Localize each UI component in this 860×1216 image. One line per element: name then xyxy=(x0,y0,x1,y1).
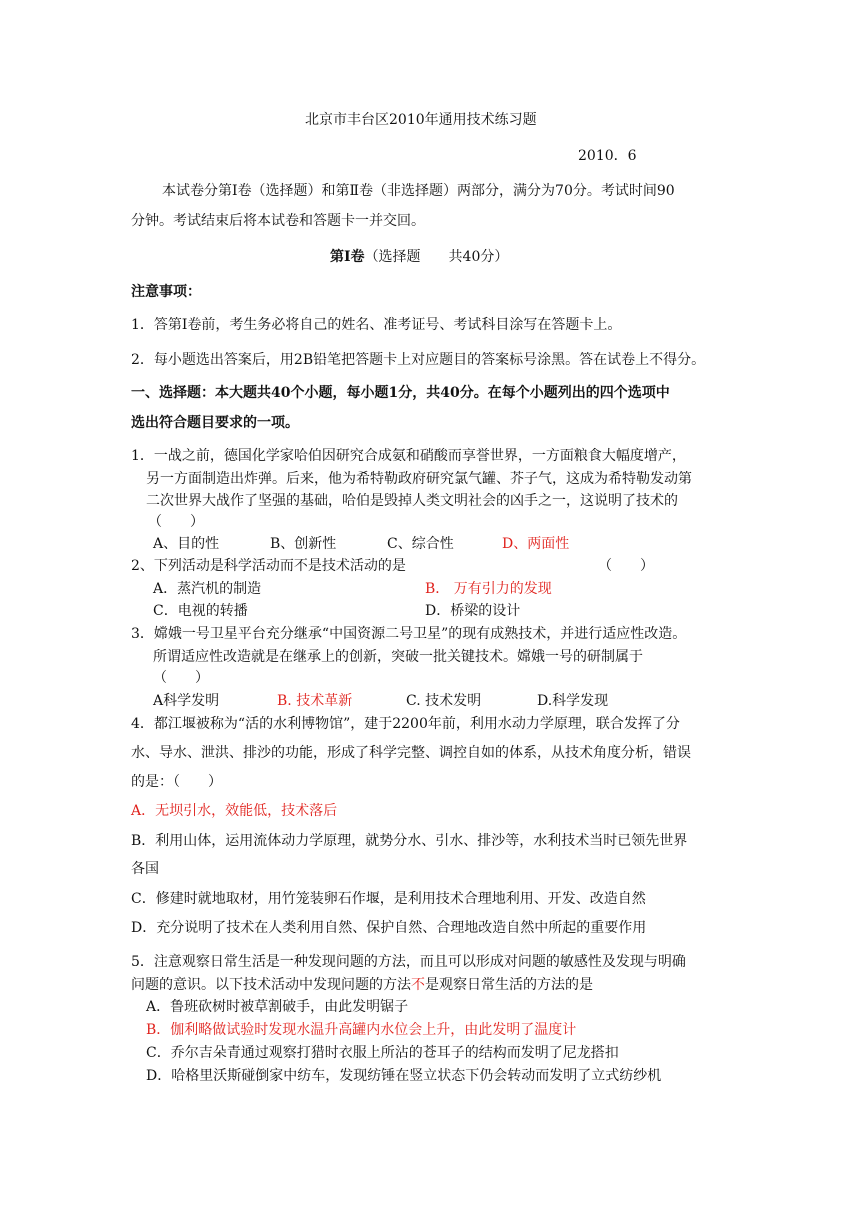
q4-option-d: D．充分说明了技术在人类利用自然、保护自然、合理地改造自然中所起的重要作用 xyxy=(131,920,647,936)
q1-answer-paren: （ ） xyxy=(148,514,204,530)
q2-answer-paren: （ ） xyxy=(598,558,654,574)
q4-option-a-answer: A．无坝引水，效能低，技术落后 xyxy=(131,803,338,819)
q3-option-c: C. 技术发明 xyxy=(406,693,482,709)
section1-line-2: 选出符合题目要求的一项。 xyxy=(131,415,299,431)
q2-option-c: C．电视的转播 xyxy=(153,603,248,619)
q2-option-a: A．蒸汽机的制造 xyxy=(153,581,262,597)
q5-option-b-answer: B．伽利略做试验时发现水温升高罐内水位会上升，由此发明了温度计 xyxy=(146,1022,577,1038)
q2-option-d: D．桥梁的设计 xyxy=(425,603,521,619)
q1-line-1: 1．一战之前，德国化学家哈伯因研究合成氨和硝酸而享誉世界，一方面粮食大幅度增产， xyxy=(131,448,686,464)
q2-option-b-answer: B． 万有引力的发现 xyxy=(425,581,552,597)
q4-option-c: C．修建时就地取材，用竹笼装卵石作堰，是利用技术合理地利用、开发、改造自然 xyxy=(131,891,646,907)
notes-title: 注意事项： xyxy=(131,284,201,300)
q2-stem: 2、下列活动是科学活动而不是技术活动的是 xyxy=(131,558,406,574)
q3-line-2: 所谓适应性改造就是在继承上的创新，突破一批关键技术。嫦娥一号的研制属于 xyxy=(153,649,643,665)
q4-line-1: 4．都江堰被称为“活的水利博物馆”，建于2200年前，利用水动力学原理，联合发挥了分 xyxy=(131,716,680,732)
section1-line-1: 一、选择题：本大题共40个小题，每小题1分，共40分。在每个小题列出的四个选项中 xyxy=(131,385,670,401)
part1-heading-bold: 第Ⅰ卷 xyxy=(330,249,365,265)
intro-line-2: 分钟。考试结束后将本试卷和答题卡一并交回。 xyxy=(131,213,425,229)
q5-line-2-part-a: 问题的意识。以下技术活动中发现问题的方法 xyxy=(131,977,411,993)
intro-line-1: 本试卷分第Ⅰ卷（选择题）和第Ⅱ卷（非选择题）两部分，满分为70分。考试时间90 xyxy=(162,183,675,199)
q1-line-2: 另一方面制造出炸弹。后来，他为希特勒政府研究氯气罐、芥子气，这成为希特勒发动第 xyxy=(146,471,692,487)
part1-heading xyxy=(330,247,508,267)
notes-item-1: 1．答第Ⅰ卷前，考生务必将自己的姓名、准考证号、考试科目涂写在答题卡上。 xyxy=(131,317,622,333)
q5-option-a: A．鲁班砍树时被草割破手，由此发明锯子 xyxy=(146,999,409,1015)
q4-option-b-line-1: B．利用山体，运用流体动力学原理，就势分水、引水、排沙等，水利技术当时已领先世界 xyxy=(131,833,688,849)
q3-line-1: 3．嫦娥一号卫星平台充分继承“中国资源二号卫星”的现有成熟技术，并进行适应性改造。 xyxy=(131,626,687,642)
q1-option-c: C、综合性 xyxy=(387,536,454,552)
document-title: 北京市丰台区2010年通用技术练习题 xyxy=(305,112,537,128)
q4-line-3: 的是：（ ） xyxy=(131,774,222,790)
q1-option-d-answer: D、两面性 xyxy=(502,536,570,552)
q5-option-d: D．哈格里沃斯碰倒家中纺车，发现纺锤在竖立状态下仍会转动而发明了立式纺纱机 xyxy=(146,1068,662,1084)
q3-answer-paren: （ ） xyxy=(153,670,209,686)
q1-option-b: B、创新性 xyxy=(270,536,337,552)
q1-option-a: A、目的性 xyxy=(153,536,220,552)
q5-line-2 xyxy=(131,975,593,995)
q3-option-b-answer: B. 技术革新 xyxy=(277,693,353,709)
q5-line-2-part-b: 是观察日常生活的方法的是 xyxy=(425,977,593,993)
q4-option-b-line-2: 各国 xyxy=(131,861,159,877)
part1-heading-rest: （选择题 共40分） xyxy=(364,249,509,265)
q1-line-3: 二次世界大战作了坚强的基础，哈伯是毁掉人类文明社会的凶手之一，这说明了技术的 xyxy=(146,493,678,509)
q3-option-a: A科学发明 xyxy=(153,693,220,709)
q5-emphasis-not: 不 xyxy=(411,977,425,993)
q5-option-c: C．乔尔吉朵青通过观察打猎时衣服上所沾的苍耳子的结构而发明了尼龙搭扣 xyxy=(146,1045,619,1061)
q3-option-d: D.科学发现 xyxy=(537,693,609,709)
notes-item-2: 2．每小题选出答案后，用2B铅笔把答题卡上对应题目的答案标号涂黑。答在试卷上不得分。 xyxy=(131,352,706,368)
q4-line-2: 水、导水、泄洪、排沙的功能，形成了科学完整、调控自如的体系，从技术角度分析，错误 xyxy=(131,745,691,761)
q5-line-1: 5．注意观察日常生活是一种发现问题的方法，而且可以形成对问题的敏感性及发现与明确 xyxy=(131,954,686,970)
document-date: 2010．6 xyxy=(578,148,637,164)
